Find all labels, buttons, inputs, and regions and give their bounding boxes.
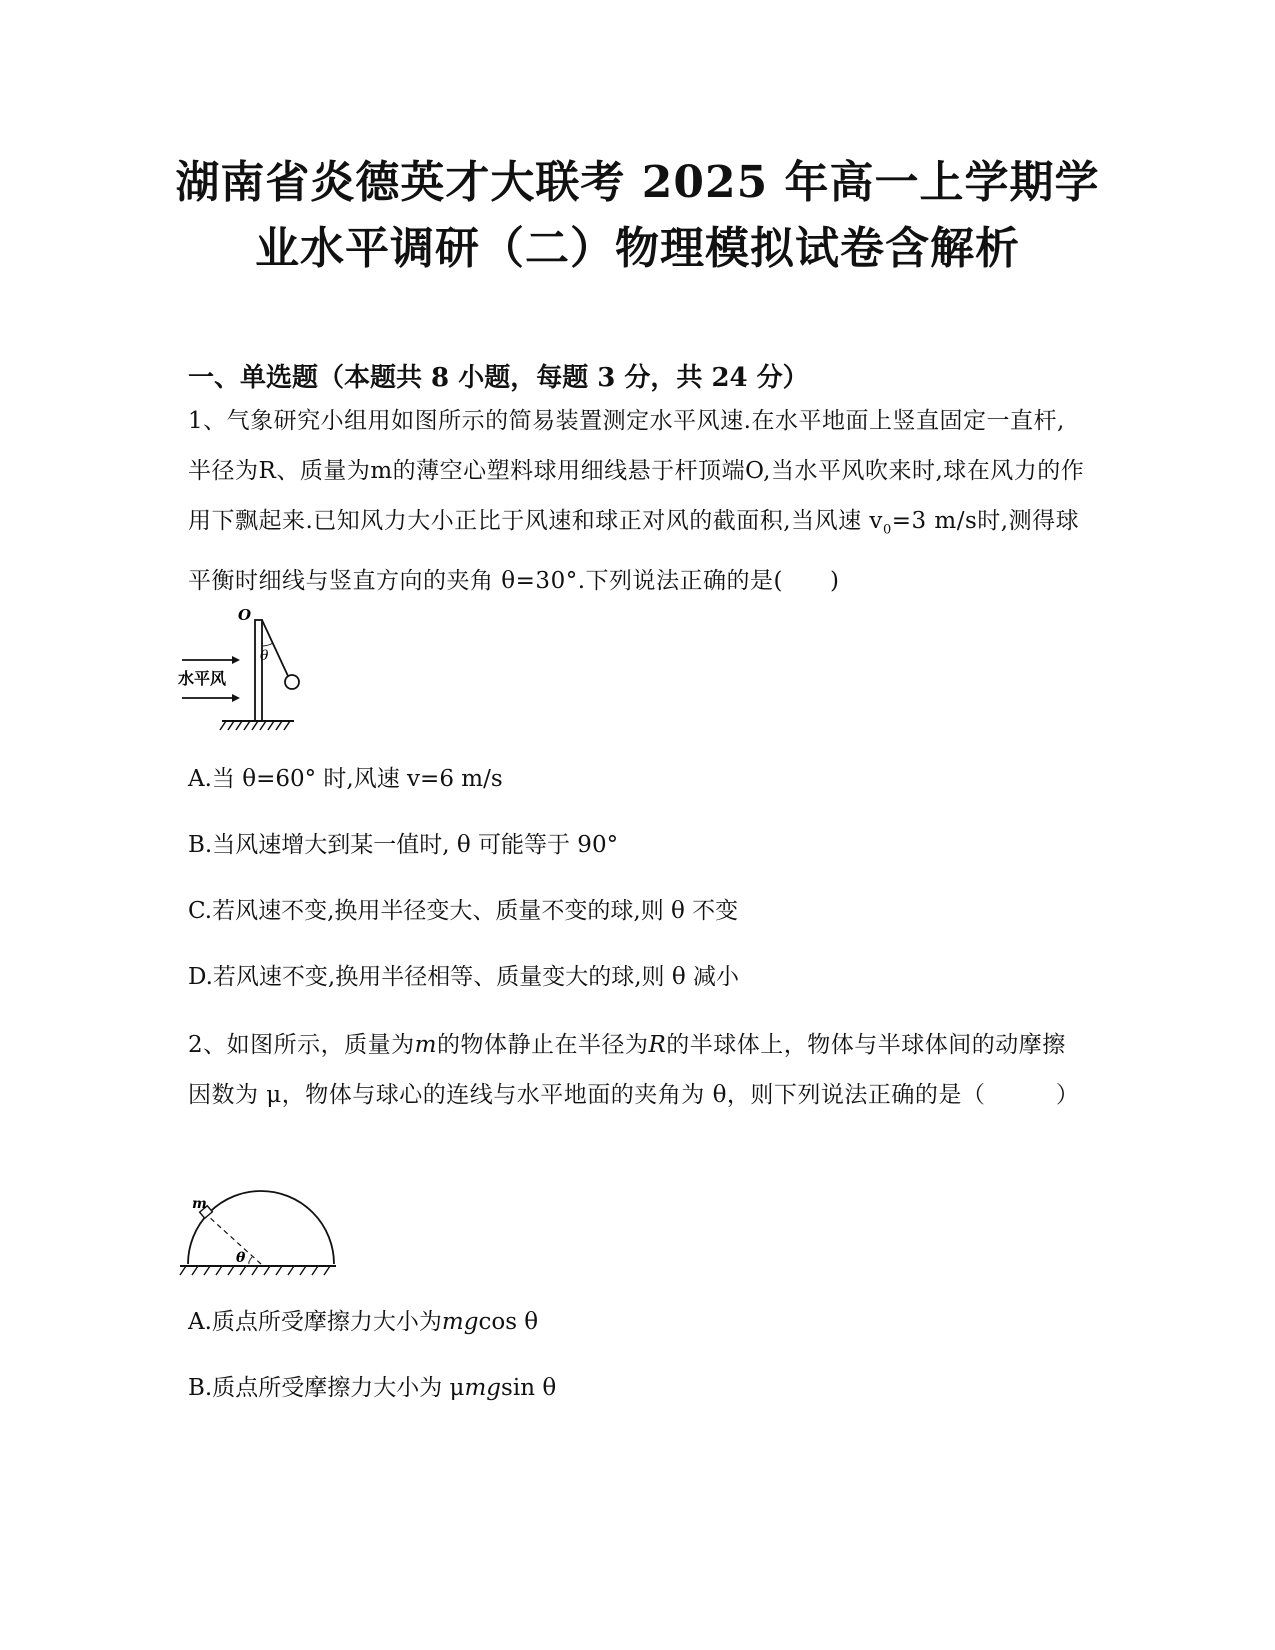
q1-option-d: D.若风速不变,换用半径相等、质量变大的球,则 θ 减小 [188,964,740,990]
q2-text-1: 2、如图所示，质量为 [188,1032,415,1058]
q2-option-b-prefix: B.质点所受摩擦力大小为 μ [188,1375,465,1401]
q1-text-b: =3 m/s时,测得球平衡时细线与竖直方向的夹角 θ=30°.下列说法正确的是( ) [188,508,1080,594]
label-theta-2: θ [236,1250,246,1266]
q2-text-2: 的物体静止在半径为 [436,1032,649,1058]
title-line-2: 业水平调研（二）物理模拟试卷含解析 [255,223,1020,274]
q1-subscript: 0 [882,522,892,538]
q2-option-a [188,1306,1088,1338]
q2-radius-symbol: R [648,1032,667,1058]
label-theta: θ [260,648,269,664]
q2-option-a-suffix: cos θ [478,1309,539,1335]
q2-hemisphere-figure [176,1188,356,1298]
q2-mass-symbol: m [414,1032,437,1058]
question-2-text [188,1020,1088,1120]
section-heading: 一、单选题（本题共 8 小题，每题 3 分，共 24 分） [188,363,809,393]
q2-text-3: 的半球体上，物体与半球体间的动摩擦因数为 μ，物体与球心的连线与水平地面的夹角为 θ，则下列说法正确的是（ ） [188,1032,1080,1108]
q1-option-b: B.当风速增大到某一值时, θ 可能等于 90° [188,832,619,858]
label-wind: 水平风 [178,669,227,688]
label-m: m [192,1196,207,1212]
document-title [150,150,1125,282]
q2-option-a-mg: mg [441,1309,479,1335]
q2-option-b-mg: mg [464,1375,502,1401]
q1-option-c: C.若风速不变,换用半径变大、质量不变的球,则 θ 不变 [188,898,739,924]
label-o: O [238,606,252,624]
q2-option-b [188,1372,1088,1404]
q1-option-a: A.当 θ=60° 时,风速 v=6 m/s [188,766,503,792]
question-1-text [188,396,1088,606]
q2-option-b-suffix: sin θ [501,1375,557,1401]
q1-pendulum-figure [176,602,326,742]
q1-text-a: 1、气象研究小组用如图所示的简易装置测定水平风速.在水平地面上竖直固定一直杆,半径为R、质量为m的薄空心塑料球用细线悬于杆顶端O,当水平风吹来时,球在风力的作用下飘起来.已知风力大小正比于风速和球正对风的截面积,当风速 v [188,408,1085,534]
title-line-1: 湖南省炎德英才大联考 2025 年高一上学期学 [175,157,1100,208]
q2-option-a-prefix: A.质点所受摩擦力大小为 [188,1309,442,1335]
